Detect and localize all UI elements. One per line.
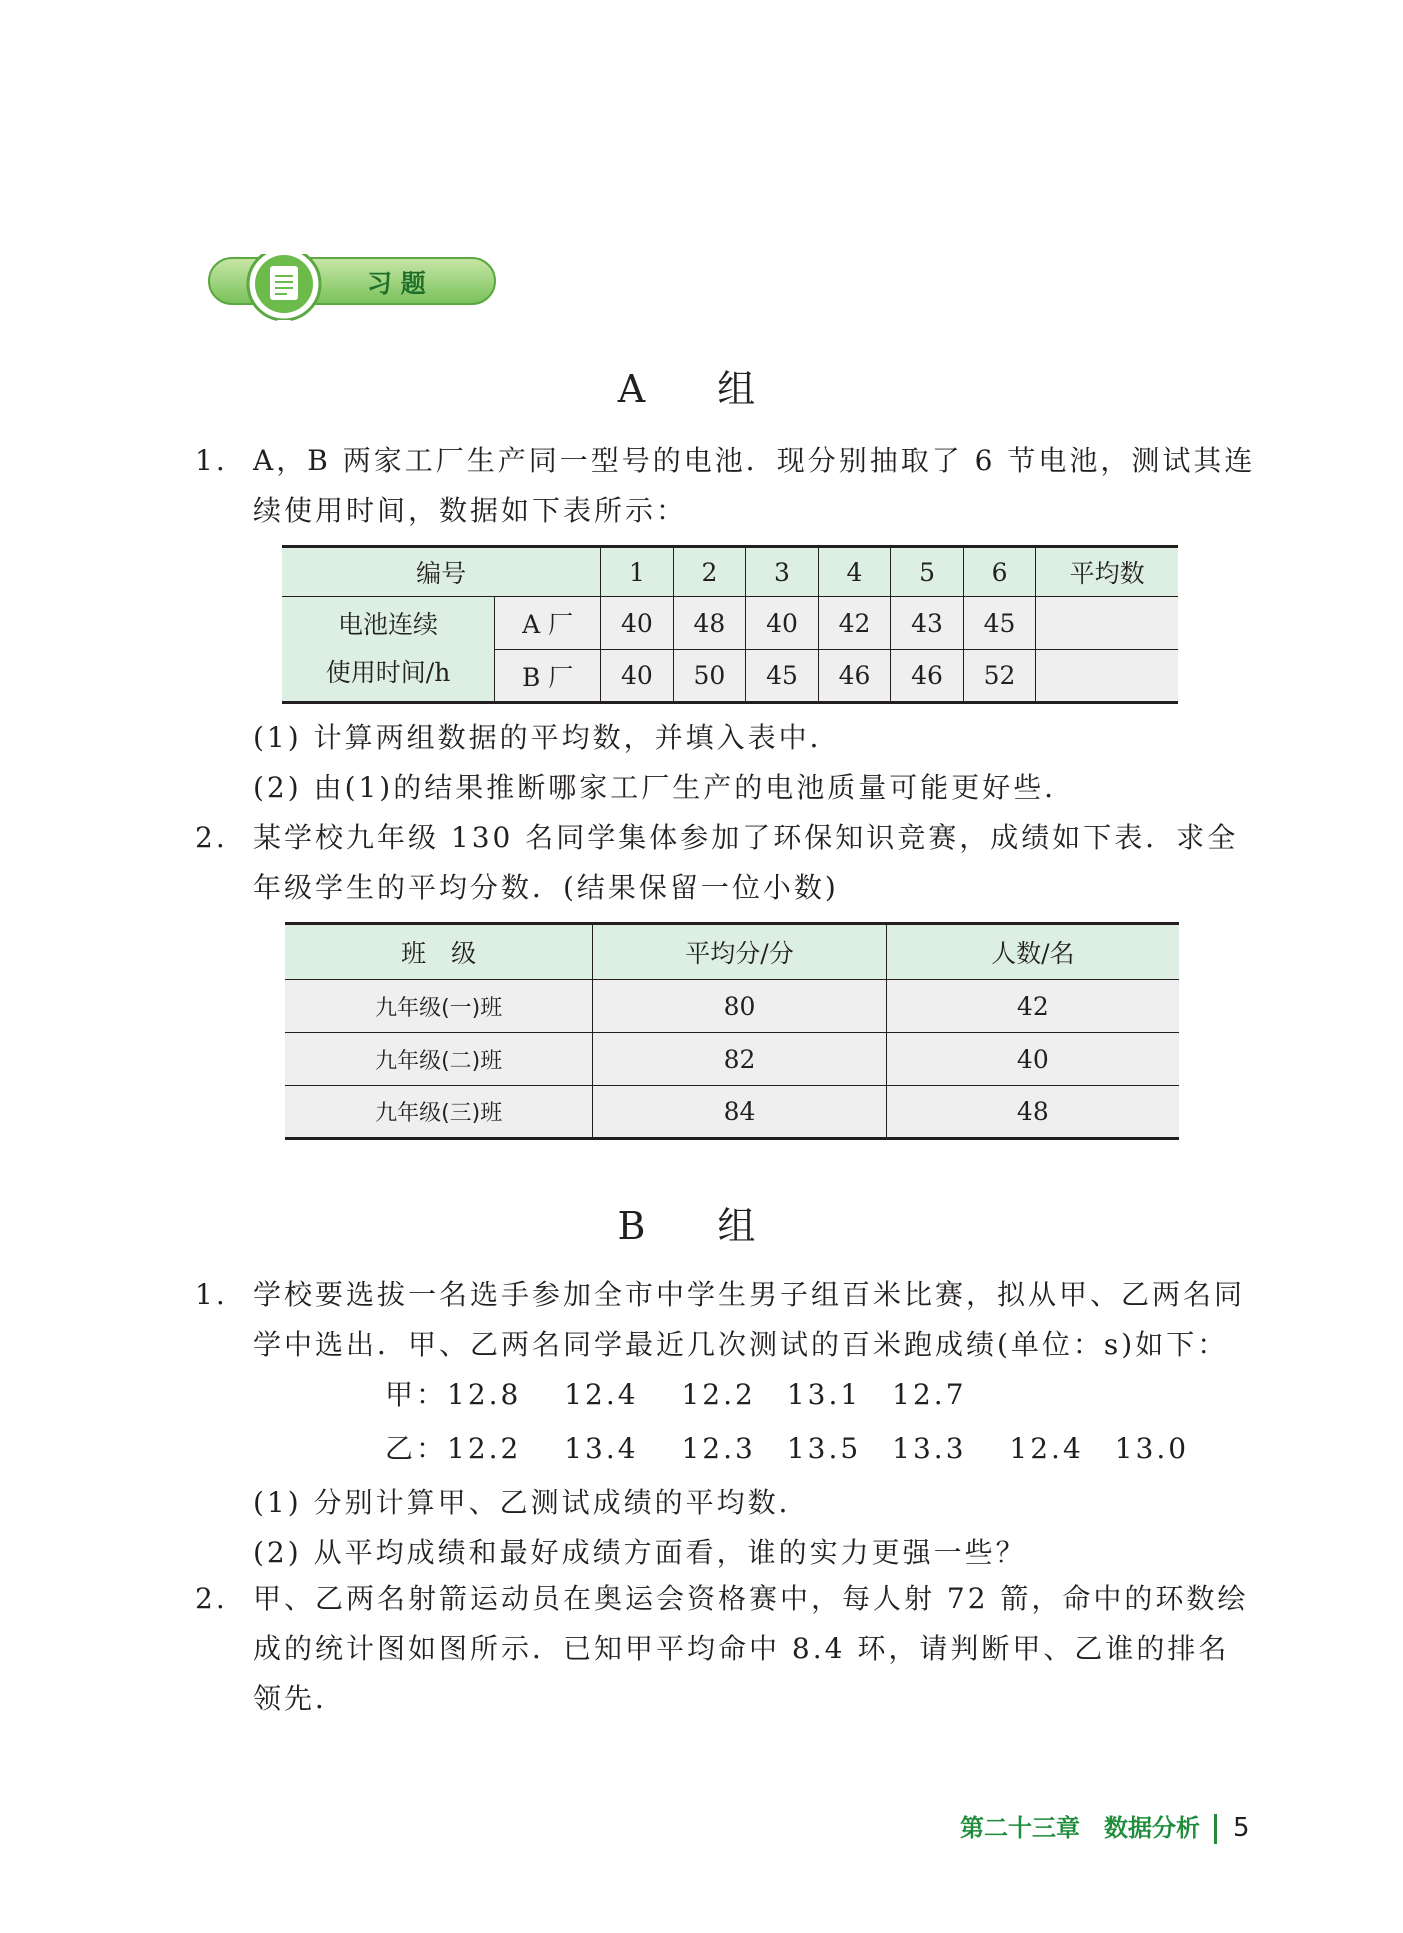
b-q2-number: 2.: [195, 1582, 228, 1615]
table-cell: 84: [593, 1086, 886, 1139]
table-cell: 46: [818, 650, 891, 703]
a-q1-subs: [253, 713, 1075, 813]
badge-label: 习 题: [367, 269, 426, 298]
b-q2-line1: 甲、乙两名射箭运动员在奥运会资格赛中，每人射 72 箭，命中的环数绘: [253, 1582, 1249, 1615]
b-q1-number: 1.: [195, 1278, 228, 1311]
page-footer: [960, 1808, 1250, 1844]
score-table: [285, 922, 1179, 1140]
b-q1-sub2: (2) 从平均成绩和最好成绩方面看，谁的实力更强一些？: [253, 1536, 1027, 1569]
row-group-line2: 使用时间/h: [325, 658, 451, 687]
b-q1-line2: 学中选出．甲、乙两名同学最近几次测试的百米跑成绩(单位：s)如下：: [253, 1328, 1229, 1361]
table-cell: 48: [673, 597, 746, 650]
avg-cell-a[interactable]: [1036, 597, 1178, 650]
b-q2: [195, 1574, 1249, 1724]
header-label: 编号: [282, 547, 601, 597]
table-cell: 45: [963, 597, 1036, 650]
b-q2-line3: 领先．: [253, 1682, 347, 1715]
col-header: 平均分/分: [593, 924, 886, 980]
a-q1-number: 1.: [195, 444, 228, 477]
avg-header: 平均数: [1036, 547, 1178, 597]
table-cell: 80: [593, 980, 886, 1033]
a-q2-line1: 某学校九年级 130 名同学集体参加了环保知识竞赛，成绩如下表．求全: [253, 821, 1239, 854]
table-cell: 50: [673, 650, 746, 703]
a-q1-sub1: (1) 计算两组数据的平均数，并填入表中．: [253, 721, 841, 754]
table-cell: 48: [886, 1086, 1179, 1139]
page-number: 5: [1233, 1813, 1250, 1843]
table-cell: 40: [601, 597, 674, 650]
footer-divider: [1214, 1814, 1217, 1844]
table-cell: 42: [886, 980, 1179, 1033]
a-q2-number: 2.: [195, 821, 228, 854]
col-header: 3: [746, 547, 819, 597]
class-name: 九年级(二)班: [285, 1033, 593, 1086]
b-q1-sub1: (1) 分别计算甲、乙测试成绩的平均数．: [253, 1486, 810, 1519]
battery-table: [282, 545, 1178, 704]
table-cell: 52: [963, 650, 1036, 703]
avg-cell-b[interactable]: [1036, 650, 1178, 703]
a-q2-line2: 年级学生的平均分数．(结果保留一位小数): [253, 871, 839, 904]
class-name: 九年级(一)班: [285, 980, 593, 1033]
a-q1-line1: A，B 两家工厂生产同一型号的电池．现分别抽取了 6 节电池，测试其连: [253, 444, 1256, 477]
a-q1-sub2: (2) 由(1)的结果推断哪家工厂生产的电池质量可能更好些．: [253, 771, 1076, 804]
exercise-badge: [207, 254, 499, 334]
group-b-title: B 组: [617, 1204, 786, 1248]
group-a-title: A 组: [617, 367, 786, 411]
table-cell: 40: [746, 597, 819, 650]
col-header: 人数/名: [886, 924, 1179, 980]
row-group-line1: 电池连续: [338, 610, 439, 639]
row-group-label: [282, 597, 495, 703]
b-q1-line1: 学校要选拔一名选手参加全市中学生男子组百米比赛，拟从甲、乙两名同: [253, 1278, 1246, 1311]
b-q1-subs: [253, 1478, 1027, 1578]
yi-times: 乙：12.2 13.4 12.3 13.5 13.3 12.4 13.0: [385, 1432, 1190, 1465]
col-header: 4: [818, 547, 891, 597]
table-cell: 40: [601, 650, 674, 703]
b-q1: [195, 1270, 1246, 1370]
chapter-title: 第二十三章 数据分析: [960, 1814, 1200, 1842]
class-name: 九年级(三)班: [285, 1086, 593, 1139]
table-cell: 82: [593, 1033, 886, 1086]
row-label-b: B 厂: [495, 650, 601, 703]
a-q1-line2: 续使用时间，数据如下表所示：: [253, 494, 688, 527]
b-q2-line2: 成的统计图如图所示．已知甲平均命中 8.4 环，请判断甲、乙谁的排名: [253, 1632, 1230, 1665]
col-header: 2: [673, 547, 746, 597]
table-cell: 42: [818, 597, 891, 650]
col-header: 班 级: [285, 924, 593, 980]
table-cell: 46: [891, 650, 964, 703]
table-cell: 43: [891, 597, 964, 650]
col-header: 1: [601, 547, 674, 597]
col-header: 5: [891, 547, 964, 597]
table-cell: 40: [886, 1033, 1179, 1086]
jia-times: 甲：12.8 12.4 12.2 13.1 12.7: [385, 1378, 967, 1411]
table-cell: 45: [746, 650, 819, 703]
row-label-a: A 厂: [495, 597, 601, 650]
a-q1: [195, 436, 1256, 536]
col-header: 6: [963, 547, 1036, 597]
a-q2: [195, 813, 1239, 913]
